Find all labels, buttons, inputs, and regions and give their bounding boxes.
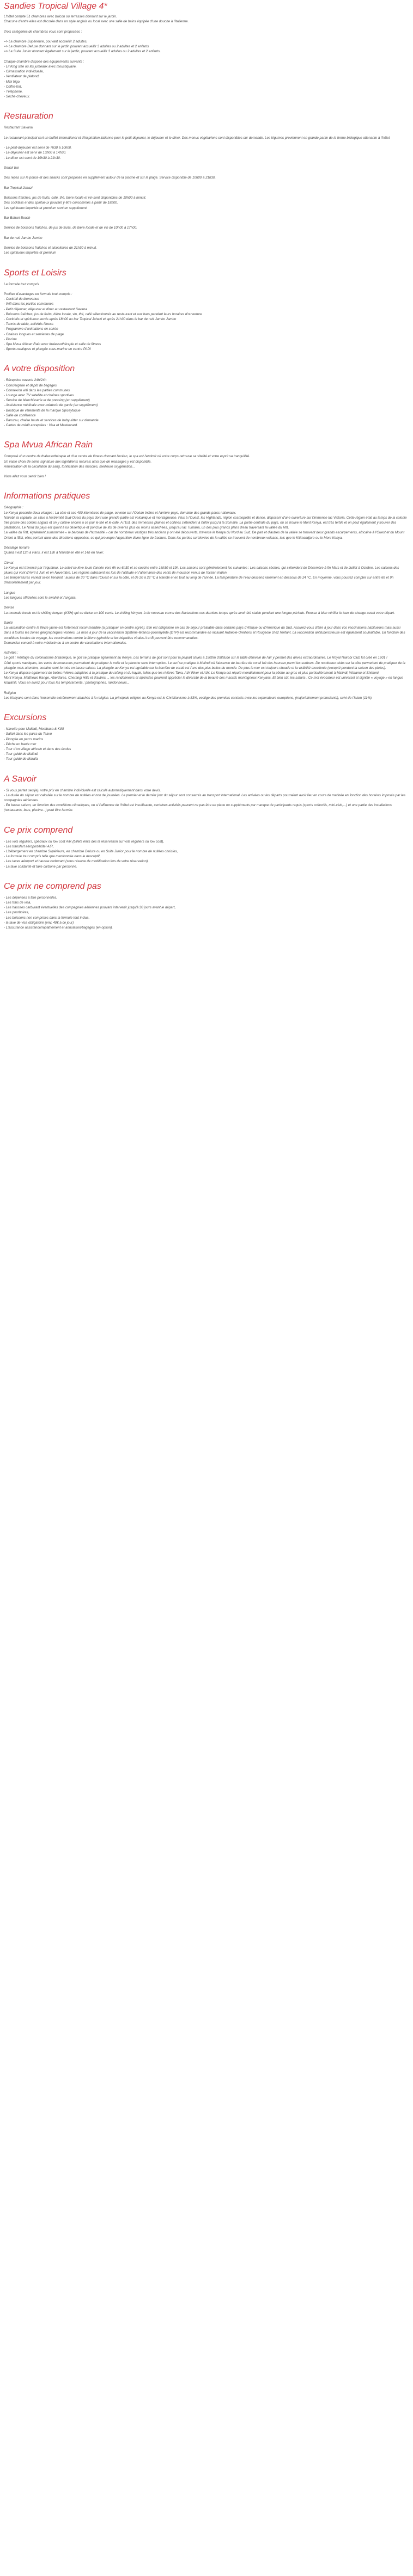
list-item: - Les frais de visa, <box>4 901 32 905</box>
meal-hours: - Le dîner est servi de 19h30 à 21h30. <box>4 156 61 160</box>
list-item: - Cocktails et spiritueux servis après 18h00 au bar Tropical Jahazi et après 21h30 dans le bar de nuit Jambo Jambo <box>4 317 177 321</box>
bar-description: Des cocktails et des spiritueux pouvant y être consommés à partir de 18h00. <box>4 201 118 205</box>
list-item: - Assistance médicale avec médecin de garde (en supplément) <box>4 403 98 408</box>
room-item: => La chambre Deluxe donnant sur le jardin pouvant accueillir 3 adultes ou 2 adultes et 2 enfants <box>4 45 149 49</box>
list-item: - Cartes de crédit acceptées : Visa et Mastercard. <box>4 423 78 428</box>
list-item: - Tennis de table, activités fitness <box>4 322 53 327</box>
activities-title: Activités : <box>4 651 19 655</box>
room-item: => La Suite Junior donnant également sur le jardin, pouvant accueillir 3 adultes ou 2 adultes et 2 enfants. <box>4 50 161 54</box>
list-item: - Wifi dans les parties communes <box>4 302 54 306</box>
list-item: - En basse saison, en fonction des conditions climatiques, ou si l'affluence de l'hôtel est insuffisante, certaines activités peuvent ne pas être en place ou suppléments par manque de participants requis (sports collectifs, mini-club,...) et une partie des installations (restaurants, bars, piscine...) peut être fermée. <box>4 803 392 813</box>
equipment-item: - Lit King size ou lits jumeaux avec moustiquaire, <box>4 64 77 69</box>
sports-intro: Profitez d'avantages en formule tout compris : <box>4 292 72 296</box>
list-item: - Conciergerie et dépôt de bagages <box>4 383 57 388</box>
language-description: Les langues officielles sont le swahili et l'anglais. <box>4 596 77 600</box>
equipment-item: - Mini frigo, <box>4 79 21 84</box>
health-title: Santé <box>4 620 13 625</box>
timezone-title: Décalage horaire <box>4 546 30 550</box>
equipment-title: Chaque chambre dispose des équipements suivants : <box>4 59 84 64</box>
bar-description: Service de boissons fraîches et alcoolisées de 21h30 à minuit. <box>4 246 97 250</box>
list-item: - Service de blanchisserie et de pressing (en supplément) <box>4 398 90 403</box>
spa-description: Un vaste choix de soins signature aux ingrédients naturels ainsi que de massages y est disponible. <box>4 459 152 464</box>
bar-description: Service de boissons fraîches, de jus de fruits, de bière locale et de vin de 10h00 à 17h00. <box>4 226 137 230</box>
prix-ne-comprend-heading: Ce prix ne comprend pas <box>4 881 101 891</box>
religion-title: Religion <box>4 691 16 695</box>
snack-bar-title: Snack bar <box>4 165 19 170</box>
sports-heading: Sports et Loisirs <box>4 268 66 278</box>
list-item: - L'assurance assistance/rapatriement et annulation/bagages (en option). <box>4 926 113 930</box>
meal-hours: - Le petit-déjeuner est servi de 7h30 à 10h00. <box>4 146 72 150</box>
spa-closing: Vous allez vous sentir bien ! <box>4 475 46 479</box>
list-item: - Les boissons non comprises dans la formule tout inclus, <box>4 915 90 920</box>
list-item: - Plongée en parcs marins <box>4 737 44 741</box>
list-item: - Réception ouverte 24h/24h <box>4 378 47 383</box>
list-item: - Si vous partez seul(e), votre prix en chambre individuelle est calculé automatiquement dans votre devis. <box>4 788 161 792</box>
health-description: La vaccination contre la fièvre jaune est fortement recommandée (à pratiquer en centre agréé). Elle est obligatoire en cas de séjour préalable dans certains pays d'Afrique ou d'Amérique du Sud. Assurez-vous d'être à jour dans vos vaccinations habituelles mais aussi dans à toutes les zones géographiques visitées. La mise à jour de la vaccination diphtérie-tétanos-poliomyélite (DTP) est recommandée en incluant Rubéole-Oreillons et Rougeole chez l'enfant. La vaccination antituberculeuse est également souhaitable. En fonction des conditions locales de voyage, les vaccinations contre la fièvre typhoïde et les hépatites virales A et B peuvent être recommandées. <box>4 626 405 640</box>
list-item: - Baruzau, chaise haute et services de baby-sitter sur demande <box>4 418 99 422</box>
a-savoir-heading: A Savoir <box>4 774 37 784</box>
list-item: - Programme d'animations en soirée <box>4 327 58 331</box>
list-item: - Sports nautiques et plongée sous-marine en centre PADI <box>4 347 91 352</box>
list-item: - Boutique de vêtements de la marque Spiceytuque <box>4 408 81 413</box>
list-item: - Cocktail de bienvenue <box>4 297 39 302</box>
bar-description: Les spiritueux importés et premium sont en supplément. <box>4 206 88 210</box>
equipment-item: - Sèche-cheveux. <box>4 95 31 99</box>
list-item: - Boissons fraîches, jus de fruits, bière locale, vin, thé, café sélectionnés au restaurant et aux bars pendant leurs horaires d'ouverture <box>4 312 202 316</box>
list-item: - L'hébergement en chambre Supérieure, en chambre Deluxe ou en Suite Junior pour le nombre de nuitées choisies, <box>4 850 178 854</box>
activities-description: Le golf : Héritage du colonialisme britannique, le golf se pratique également au Kenya. Les terrains de golf sont pour la plupart situés à 1500m d'altitude sur la table dénivelé de l'air y permet des drives extraordinaires. Le Royal Nairobi Club fut créé en 1901 ! <box>4 656 387 660</box>
sports-subtitle: La formule tout compris <box>4 282 39 286</box>
list-item: - Safari dans les parcs du Tsavo <box>4 732 52 736</box>
restaurant-name: Restaurant Savana <box>4 126 33 130</box>
list-item: - Les dépenses à titre personnelles, <box>4 895 58 900</box>
list-item: - Lounge avec TV satellite et chaînes sportives <box>4 393 74 397</box>
list-item: - Navette pour Malindi, Mombasa & Kilifi <box>4 727 64 731</box>
equipment-item: - Climatisation individuelle, <box>4 70 44 74</box>
list-item: - Les taxes aéroport et hausse carburant (sous réserve de modification lors de votre réservation), <box>4 859 149 864</box>
list-item: - Connexion wifi dans les parties communes <box>4 388 70 392</box>
list-item: - Petit déjeuner, déjeuner et dîner au restaurant Savana <box>4 307 87 311</box>
list-item: - Chaises longues et serviettes de plage <box>4 332 64 336</box>
restauration-heading: Restauration <box>4 112 53 121</box>
excursions-heading: Excursions <box>4 713 47 723</box>
meal-hours: - Le déjeuner est servi de 13h00 à 14h30. <box>4 151 66 155</box>
climate-description: Les températures varient selon l'endroit : autour de 30 °C dans l'Ouest et sur la côte, et de 20 à 22 °C à Nairobi et en tout au long de l'année. La température de l'eau descend rarement en dessous de 24 °C. En moyenne, vous pourrez compter sur entre 6h et 9h d'ensoleillement par jour. <box>4 576 394 585</box>
activities-description: Le Kenya dispose également de belles rivières adaptées à la pratique du rafting et du kayak, telles que les rivières Tana, Athi River et Athi. Le Kenya est réputé mondialement pour la pêche au gros et plus particulièrement à Malindi, Watamu et Shimoni. <box>4 671 380 675</box>
intro-line: L'hôtel compte 51 chambres avec balcon ou terrasses donnant sur le jardin. <box>4 15 117 19</box>
bar-title: Bar Tropical Jahazi <box>4 186 33 190</box>
list-item: - Les pourboires, <box>4 911 29 915</box>
list-item: - Tour d'un village africain et dans des écoles <box>4 747 71 752</box>
language-title: Langue <box>4 591 15 595</box>
page-title: Sandies Tropical Village 4* <box>4 2 107 11</box>
climate-description: Le Kenya est traversé par l'équateur. Le soleil se lève toute l'année vers 6h ou 6h30 et se couche entre 18h30 et 19h. Les saisons sont généralement les suivantes : Les saisons sèches, qui s'étendent de Décembre à fin Mars et de Juillet à Octobre. Les saisons des pluies qui vont d'Avril à Juin et en Novembre. Les régions subissent les lois de l'altitude et l'alternance des vents de mousson venus de l'océan Indien. <box>4 565 399 575</box>
list-item: - La taxe solidarité et taxe carbone par personne. <box>4 864 77 869</box>
snack-bar-description: Des repas sur le pouce et des snacks sont proposés en supplément autour de la piscine et sur la plage. Service disponible de 10h00 à 21h30. <box>4 176 216 180</box>
list-item: - Piscine <box>4 337 17 341</box>
geo-paragraph: La vallée du Rift, également surnommée « le berceau de l'humanité » car de nombreux vestiges très anciens y ont été découverts, traverse le Kenya du Nord au Sud. De part et d'autres de la vallée se trouvent deux grands escarpements, africaine à l'Ouest et du Mount Orient à l'Est, elles portent dans des directions opposées, ce qui provoque l'apparition d'une ligne de fracture. Dans les parties surélevées de la vallée se trouvent de nombreux volcans, tels que le Kilimandjaro ou le Mont Kenya. <box>4 531 405 540</box>
list-item: - la taxe de visa obligatoire (env. 40€ à ce jour) <box>4 920 74 925</box>
health-description: Demandez conseil à votre médecin ou à un centre de vaccinations internationales. <box>4 641 127 645</box>
list-item: - Spa Mvua African Rain avec thalassothérapie et salle de fitness <box>4 342 101 346</box>
activities-description: Côté sports nautiques, les vents de moussons permettent de pratiquer la voile et la planche sans interruption. Le surf se pratique à Malindi où l'absence de barrière de corail fait des heureux parmi les surfeurs. De nombreux clubs sur la côte permettent de pratiquer de la plongée mais attention, certains sont fermés en basse saison. La plongée au Kenya est agréable car la barrière de corail est l'une des plus belles du monde. De plus la mer est toujours chaude et la visibilité excellente (excepté pendant la saison des pluies). <box>4 661 405 670</box>
geo-title: Géographie : <box>4 506 23 510</box>
list-item: - Salle de conférence <box>4 413 36 417</box>
bar-description: Les spiritueux importés et premium <box>4 251 57 255</box>
rooms-title: Trois catégories de chambres vous sont proposées : <box>4 29 82 34</box>
list-item: - La formule tout compris telle que mentionnée dans le descriptif, <box>4 854 101 859</box>
list-item: - Les vols réguliers, spéciaux ou low cost A/R (billets émis dès la réservation sur vols réguliers ou low cost), <box>4 839 165 844</box>
bar-title: Bar Bahari Beach <box>4 216 31 220</box>
equipment-item: - Coffre-fort, <box>4 84 22 89</box>
list-item: - Tour guidé de Malindi <box>4 752 38 757</box>
list-item: - Les hausses carburant éventuelles des compagnies aériennes pouvant intervenir jusqu'à 30 jours avant le départ, <box>4 906 176 910</box>
currency-title: Devise <box>4 606 14 610</box>
spa-heading: Spa Mvua African Rain <box>4 440 93 450</box>
timezone-description: Quand il est 12h à Paris, il est 13h à Nairobi en été et 14h en hiver. <box>4 551 104 555</box>
prix-comprend-heading: Ce prix comprend <box>4 825 73 835</box>
currency-description: La monnaie locale est le shilling kenyan (KSH) qui se divise en 100 cents. Le shilling kényan, à de nouveau connu des fluctuations ces derniers temps après avoir été stable pendant une longue période. Pensez à bien vérifier le taux de change avant votre départ. <box>4 611 395 615</box>
equipment-item: - Téléphone, <box>4 90 23 94</box>
list-item: - Tour guidé de Marafa <box>4 757 38 761</box>
equipment-item: - Ventilateur de plafond, <box>4 75 40 79</box>
intro-line: Chacune d'entre elles est décorée dans un style anglais ou local avec une salle de bains équipée d'une douche à l'italienne. <box>4 20 189 24</box>
climate-title: Climat <box>4 561 14 565</box>
geo-paragraph: Nairobi, la capitale, se situe à l'extrémité Sud-Ouest du pays dont une grande partie est volcanique et montagneuse. Plus à l'Ouest, les Highlands, région cosmopolite et dense, disposent d'une ouverture sur l'immense lac Victoria. Cette région était au temps de la colonie très prisée des colons anglais et on y cultive encore à ce jour le thé et le café. A l'Est, des immenses plaines et collines s'étendent à l'infini jusqu'à la Somalie. La partie centrale du pays, où se trouve le Mont Kenya, est très fertile et on peut également y trouver des plantations. Le Nord du pays est quant à lui désertique et ponctué de lits de rivières plus ou moins asséchées, jusqu'au lac Turkana, un des plus grands plans d'eau traversant la vallée du Rift. <box>4 515 407 530</box>
disposition-heading: A votre disposition <box>4 364 75 374</box>
list-item: - La durée du séjour est calculée sur le nombre de nuitées et non de journées. Le premier et le dernier jour du séjour sont consacrés au transport international. Les arrivées ou les départs pourraient avoir lieu en cours de matinée en fonction des horaires imposés par les compagnies aériennes. <box>4 793 406 803</box>
list-item: - Pêche en haute mer <box>4 742 37 746</box>
religion-description: Les Kenyans sont dans l'ensemble extrêmement attachés à la religion. La principale religion au Kenya est le Christianisme à 83%, vestige des premiers contacts avec les explorateurs européens, (majoritairement protestants), suivi de l'Islam (11%). <box>4 696 373 700</box>
page-content <box>0 0 413 930</box>
spa-description: Amélioration de la circulation du sang, tonification des muscles, meilleure oxygénation... <box>4 464 135 469</box>
geo-paragraph: Le Kenya possède deux visages : La côte et ses 400 kilomètres de plage, ouverte sur l'Océan Indien et l'arrière-pays, domaine des grands parcs nationaux. <box>4 511 236 515</box>
restaurant-description: Le restaurant principal sert un buffet international et d'inspiration italienne pour le petit déjeuner, le déjeuner et le dîner. Des menus végétariens sont disponibles sur demande. Les légumes proviennent en grande partie de la ferme biologique attenante à l'hôtel. <box>4 136 391 140</box>
spa-description: Composé d'un centre de thalassothérapie et d'un centre de fitness donnant l'océan, le spa est l'endroit où votre corps retrouve sa vitalité et votre esprit sa tranquillité. <box>4 454 250 459</box>
bar-description: Boissons fraîches, jus de fruits, café, thé, bière locale et vin sont disponibles de 10h00 à minuit. <box>4 196 147 200</box>
infos-heading: Informations pratiques <box>4 491 90 501</box>
list-item: - Les transfert aéroport/hôtel A/R, <box>4 844 54 849</box>
activities-description: Mont Kenya, Matthews Range, Aberdares, Cherangi Hills et d'autres..., les randonneurs et alpinistes pourront apprécier la diversité de la beauté des massifs montagneux Kenyans. Et bien sûr, les safaris : Ce mot évocateur est universel et signifie « voyage » en langue kiswahili. Vous en aurez pour tous les tempéraments : photographes, randonneurs... <box>4 676 403 685</box>
bar-title: Bar de nuit Jambo Jambo <box>4 236 42 240</box>
room-item: => La chambre Supérieure, pouvant accueillir 2 adultes, <box>4 39 88 44</box>
